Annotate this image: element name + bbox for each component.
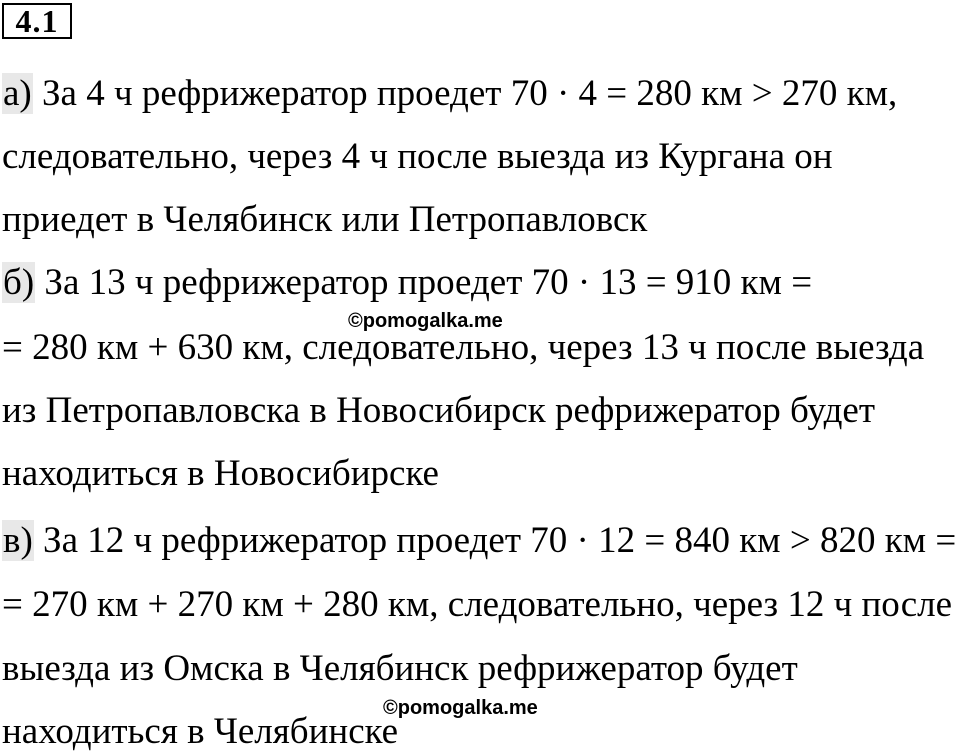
part-b-line-4: находиться в Новосибирске bbox=[2, 453, 439, 494]
part-v-text-1: За 12 ч рефрижератор проедет 70 · 12 = 840 км > 820 км = bbox=[33, 520, 957, 561]
part-b-line-3: из Петропавловска в Новосибирск рефрижератор будет bbox=[2, 390, 875, 431]
part-b-marker: б) bbox=[3, 262, 35, 303]
part-b-line-2: = 280 км + 630 км, следовательно, через 13 ч после выезда bbox=[2, 327, 925, 368]
part-a-line-1 bbox=[2, 72, 897, 116]
part-v-marker: в) bbox=[3, 520, 33, 561]
part-v-line-1 bbox=[2, 519, 956, 563]
watermark-1: ©pomogalka.me bbox=[348, 310, 503, 332]
part-v-line-2: = 270 км + 270 км + 280 км, следовательно, через 12 ч после bbox=[2, 584, 953, 625]
part-a-line-3: приедет в Челябинск или Петропавловск bbox=[2, 199, 648, 240]
part-b-text-1: За 13 ч рефрижератор проедет 70 · 13 = 910 км = bbox=[35, 262, 813, 303]
part-v-line-4: находиться в Челябинске bbox=[2, 711, 399, 752]
part-b-line-1 bbox=[2, 261, 812, 305]
part-a-marker: а) bbox=[3, 73, 32, 114]
problem-number-box: 4.1 bbox=[2, 3, 72, 39]
part-a-text-1: За 4 ч рефрижератор проедет 70 · 4 = 280 км > 270 км, bbox=[32, 73, 898, 114]
part-a-line-2: следовательно, через 4 ч после выезда из Кургана он bbox=[2, 136, 833, 177]
watermark-2: ©pomogalka.me bbox=[383, 697, 538, 719]
part-v-line-3: выезда из Омска в Челябинск рефрижератор будет bbox=[2, 648, 798, 689]
